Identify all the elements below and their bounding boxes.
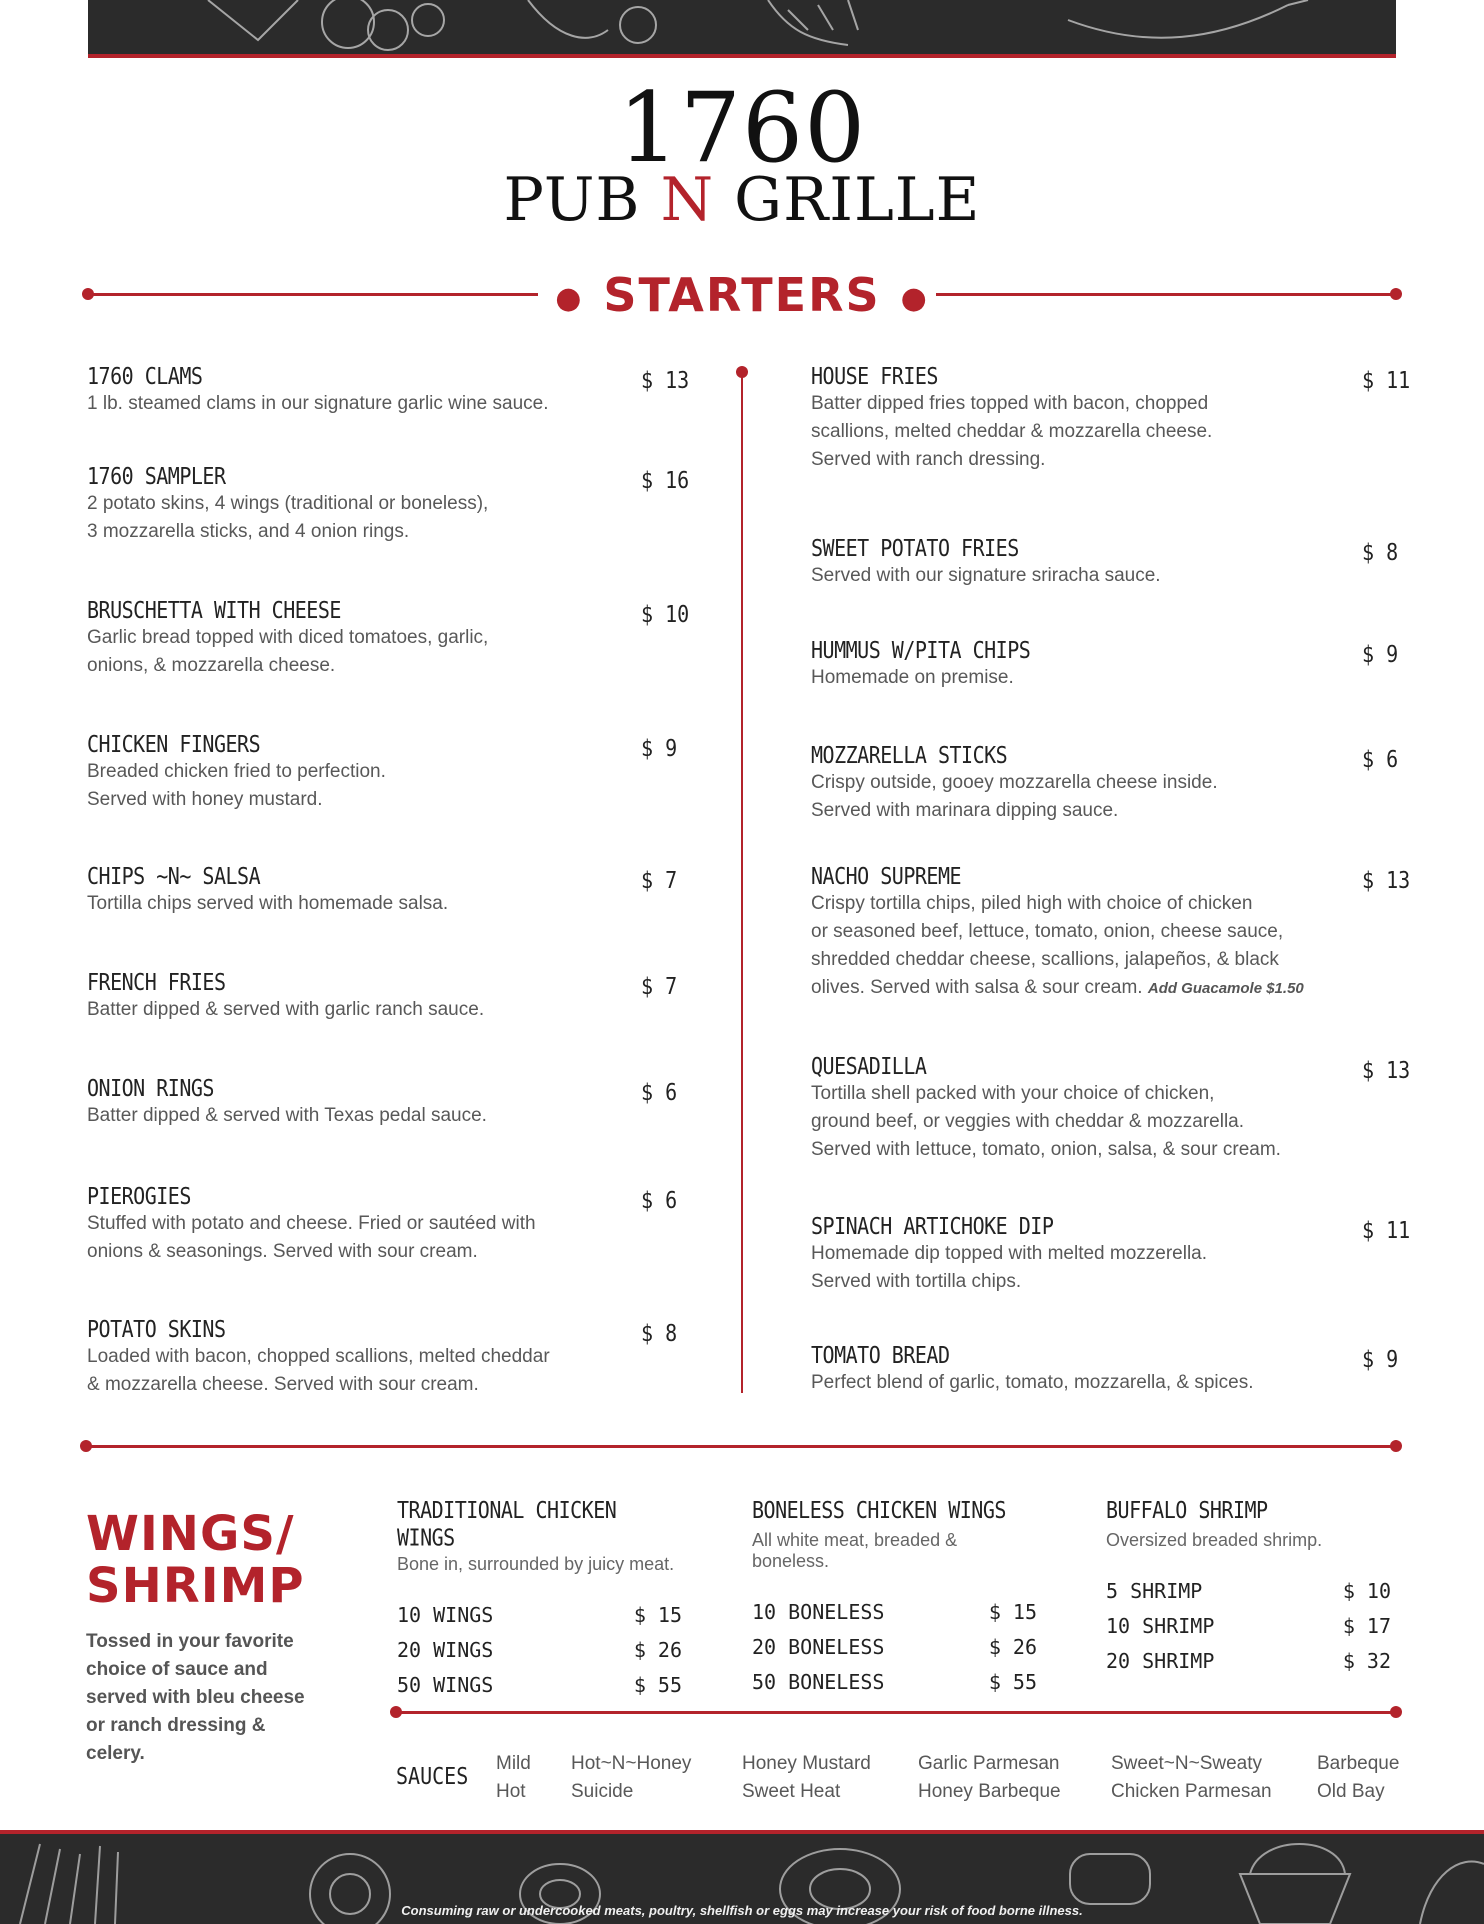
menu-item-description: or seasoned beef, lettuce, tomato, onion, cheese sauce, [811,921,1284,942]
divider-dot [1390,1706,1402,1718]
price-row-price: $ 15 [988,1600,1037,1624]
price-row-price: $ 55 [988,1670,1037,1694]
menu-item-price: $ 10 [641,600,690,628]
sauce-name: Old Bay [1317,1781,1385,1802]
food-sketch-illustration [88,0,1396,54]
menu-item-price: $ 16 [641,466,690,494]
divider-dot [1390,1440,1402,1452]
sauce-group [918,1750,1061,1806]
price-row [752,1590,1037,1625]
menu-item-description: onions, & mozzarella cheese. [87,655,336,676]
menu-item-description: Batter dipped fries topped with bacon, chopped [811,393,1209,414]
sauce-name: Honey Barbeque [918,1781,1061,1802]
sauce-name: Hot~N~Honey [571,1753,692,1774]
menu-item-name: SWEET POTATO FRIES [811,534,1019,562]
menu-item-price: $ 9 [1362,640,1399,668]
wings-column-description: All white meat, breaded & boneless. [752,1530,958,1571]
sauce-group [571,1750,691,1806]
menu-item-price: $ 9 [1362,1345,1399,1373]
price-row [397,1593,682,1628]
sauce-group [1111,1750,1272,1806]
price-row [752,1660,1037,1695]
menu-item-description: Homemade dip topped with melted mozzerella. [811,1243,1208,1264]
menu-item-description: onions & seasonings. Served with sour cream. [87,1241,478,1262]
price-row-price: $ 26 [633,1638,682,1662]
menu-item-description: Crispy tortilla chips, piled high with choice of chicken [811,893,1253,914]
menu-item-description: Homemade on premise. [811,667,1014,688]
menu-item [811,1052,1281,1164]
menu-item-price: $ 13 [641,366,690,394]
menu-item [811,862,1304,1003]
menu-item-description: Breaded chicken fried to perfection. [87,761,386,782]
menu-item [87,596,488,680]
menu-item-name: HOUSE FRIES [811,362,938,390]
divider-line [86,1445,1396,1448]
menu-item-description: ground beef, or veggies with cheddar & mozzarella. [811,1111,1245,1132]
menu-item-name: POTATO SKINS [87,1315,226,1343]
logo-name-n: N [660,165,715,235]
menu-item-description: Loaded with bacon, chopped scallions, melted cheddar [87,1346,550,1367]
price-row [1106,1604,1391,1639]
menu-item-name: NACHO SUPREME [811,862,962,890]
column-divider [741,370,743,1393]
price-row [397,1663,682,1698]
price-row-label: 10 SHRIMP [1106,1614,1215,1638]
menu-item-description: olives. Served with salsa & sour cream. Add Guacamole $1.50 [811,977,1304,998]
price-row-label: 20 BONELESS [752,1635,885,1659]
logo-name-left: PUB [503,165,661,235]
menu-item-description: Served with marinara dipping sauce. [811,800,1119,821]
starters-title: ● STARTERS ● [555,268,929,322]
menu-item-price: $ 7 [641,972,678,1000]
menu-item [87,1074,487,1130]
price-row-label: 20 SHRIMP [1106,1649,1215,1673]
menu-item-description: Perfect blend of garlic, tomato, mozzarella, & spices. [811,1372,1254,1393]
menu-item-description: Served with lettuce, tomato, onion, salsa, & sour cream. [811,1139,1281,1160]
sauce-name: Chicken Parmesan [1111,1781,1272,1802]
menu-item-description: Garlic bread topped with diced tomatoes, garlic, [87,627,489,648]
menu-item [87,968,484,1024]
price-row [1106,1569,1391,1604]
sauce-name: Suicide [571,1781,634,1802]
price-row [752,1625,1037,1660]
menu-item-name: TOMATO BREAD [811,1341,950,1369]
wings-column [397,1496,682,1698]
menu-item-description: Served with our signature sriracha sauce. [811,565,1161,586]
menu-item [87,1182,536,1266]
sauce-group [496,1750,531,1806]
wings-column [1106,1496,1391,1674]
menu-item [811,534,1161,590]
menu-item [811,1341,1253,1397]
menu-item [87,462,488,546]
sauce-group [1317,1750,1399,1806]
menu-item-name: ONION RINGS [87,1074,214,1102]
menu-item-price: $ 6 [1362,745,1399,773]
menu-item-price: $ 8 [1362,538,1399,566]
sauce-name: Barbeque [1317,1753,1400,1774]
menu-item [87,362,549,418]
wings-column-title: BONELESS CHICKEN WINGS [752,1496,1006,1524]
wings-column-title: BUFFALO SHRIMP [1106,1496,1268,1524]
menu-item-price: $ 13 [1362,866,1411,894]
menu-item-description: & mozzarella cheese. Served with sour cream. [87,1374,479,1395]
menu-item-price: $ 6 [641,1186,678,1214]
divider-line [396,1711,1396,1714]
sauce-name: Sweet Heat [742,1781,841,1802]
price-row [397,1628,682,1663]
menu-item-price: $ 11 [1362,1216,1411,1244]
menu-item-name: PIEROGIES [87,1182,191,1210]
menu-item-description: 1 lb. steamed clams in our signature garlic wine sauce. [87,393,549,414]
price-row-price: $ 55 [633,1673,682,1697]
menu-item [811,1212,1207,1296]
menu-item-name: BRUSCHETTA WITH CHEESE [87,596,341,624]
menu-item [87,1315,550,1399]
menu-item-description: Stuffed with potato and cheese. Fried or sautéed with [87,1213,536,1234]
price-row-label: 10 WINGS [397,1603,494,1627]
menu-item-name: MOZZARELLA STICKS [811,741,1008,769]
menu-item-price: $ 8 [641,1319,678,1347]
price-row [1106,1639,1391,1674]
price-row-label: 50 WINGS [397,1673,494,1697]
menu-item-note: Add Guacamole $1.50 [1147,980,1304,997]
menu-item [811,741,1218,825]
menu-item-name: CHICKEN FINGERS [87,730,261,758]
wings-title: WINGS/ SHRIMP [86,1506,305,1614]
wings-column [752,1496,1037,1695]
menu-item-description: Tortilla chips served with homemade salsa. [87,893,449,914]
menu-item-price: $ 6 [641,1078,678,1106]
top-food-banner [88,0,1396,58]
sauce-name: Mild [496,1753,531,1774]
menu-item-description: Crispy outside, gooey mozzarella cheese inside. [811,772,1218,793]
food-safety-disclaimer: Consuming raw or undercooked meats, poultry, shellfish or eggs may increase your risk of food borne illness. [401,1903,1083,1918]
wings-column-title: TRADITIONAL CHICKEN WINGS [397,1496,617,1552]
price-row-label: 20 WINGS [397,1638,494,1662]
menu-item-description: Tortilla shell packed with your choice of chicken, [811,1083,1215,1104]
menu-item-description: Served with tortilla chips. [811,1271,1022,1292]
sauce-name: Honey Mustard [742,1753,871,1774]
price-row-price: $ 17 [1342,1614,1391,1638]
wings-column-description: Oversized breaded shrimp. [1106,1530,1323,1550]
sauce-name: Sweet~N~Sweaty [1111,1753,1263,1774]
menu-item-name: HUMMUS W/PITA CHIPS [811,636,1031,664]
price-row-price: $ 15 [633,1603,682,1627]
menu-item [87,730,386,814]
price-row-label: 10 BONELESS [752,1600,885,1624]
menu-item-description: Served with ranch dressing. [811,449,1046,470]
sauces-label: SAUCES [396,1762,469,1790]
price-row-label: 5 SHRIMP [1106,1579,1203,1603]
menu-item-description: Served with honey mustard. [87,789,323,810]
price-row-price: $ 10 [1342,1579,1391,1603]
menu-item-description: shredded cheddar cheese, scallions, jalapeños, & black [811,949,1279,970]
price-row-price: $ 26 [988,1635,1037,1659]
menu-item [811,636,1030,692]
menu-item-name: FRENCH FRIES [87,968,226,996]
menu-item-name: 1760 CLAMS [87,362,203,390]
menu-item [811,362,1212,474]
sauce-name: Hot [496,1781,526,1802]
menu-item-name: QUESADILLA [811,1052,927,1080]
sauce-group [742,1750,871,1806]
logo-name-right: GRILLE [714,165,981,235]
menu-item-name: CHIPS ~N~ SALSA [87,862,261,890]
menu-item [87,862,448,918]
menu-item-description: scallions, melted cheddar & mozzarella cheese. [811,421,1213,442]
logo-year: 1760 [617,72,867,184]
menu-item-description: 2 potato skins, 4 wings (traditional or boneless), [87,493,489,514]
menu-item-description: 3 mozzarella sticks, and 4 onion rings. [87,521,410,542]
wings-description: Tossed in your favorite choice of sauce and served with bleu cheese or ranch dressing & celery. [86,1631,305,1764]
menu-item-description: Batter dipped & served with Texas pedal sauce. [87,1105,487,1126]
menu-item-name: SPINACH ARTICHOKE DIP [811,1212,1054,1240]
price-row-label: 50 BONELESS [752,1670,885,1694]
bottom-food-banner [0,1830,1484,1924]
logo-name [0,165,1484,235]
menu-item-price: $ 7 [641,866,678,894]
menu-item-price: $ 11 [1362,366,1411,394]
menu-item-description: Batter dipped & served with garlic ranch sauce. [87,999,485,1020]
wings-column-description: Bone in, surrounded by juicy meat. [397,1554,675,1574]
sauce-name: Garlic Parmesan [918,1753,1060,1774]
menu-item-price: $ 13 [1362,1056,1411,1084]
menu-item-price: $ 9 [641,734,678,762]
price-row-price: $ 32 [1342,1649,1391,1673]
menu-item-name: 1760 SAMPLER [87,462,226,490]
